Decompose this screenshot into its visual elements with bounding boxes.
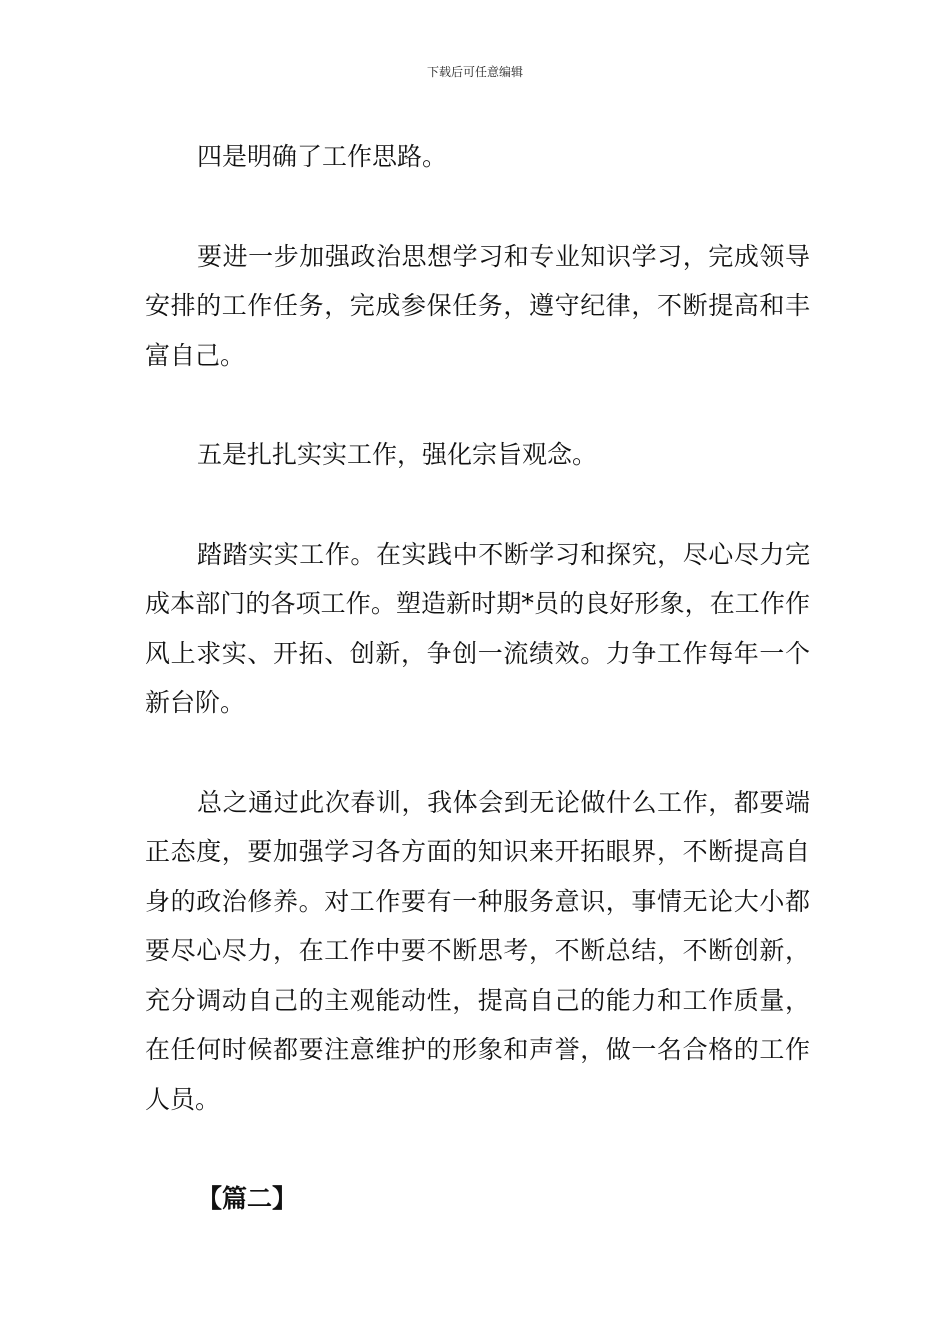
- section-heading: 【篇二】: [197, 1184, 298, 1213]
- paragraph-study-plan: 要进一步加强政治思想学习和专业知识学习，完成领导安排的工作任务，完成参保任务，遵守纪律，不断提高和丰富自己。: [145, 241, 810, 370]
- paragraph-practical-work: 踏踏实实工作。在实践中不断学习和探究，尽心尽力完成本部门的各项工作。塑造新时期*员的良好形象，在工作作风上求实、开拓、创新，争创一流绩效。力争工作每年一个新台阶。: [145, 539, 810, 717]
- paragraph-conclusion: 总之通过此次春训，我体会到无论做什么工作，都要端正态度，要加强学习各方面的知识来开拓眼界，不断提高自身的政治修养。对工作要有一种服务意识，事情无论大小都要尽心尽力，在工作中要不断思考，不断总结，不断创新，充分调动自己的主观能动性，提高自己的能力和工作质量，在任何时候都要注意维护的形象和声誉，做一名合格的工作人员。: [145, 787, 810, 1114]
- document-body: [145, 132, 810, 1224]
- page-header: 下载后可任意编辑: [426, 65, 523, 79]
- paragraph-point-five: 五是扎扎实实工作，强化宗旨观念。: [197, 440, 598, 469]
- paragraph-point-four: 四是明确了工作思路。: [197, 142, 448, 171]
